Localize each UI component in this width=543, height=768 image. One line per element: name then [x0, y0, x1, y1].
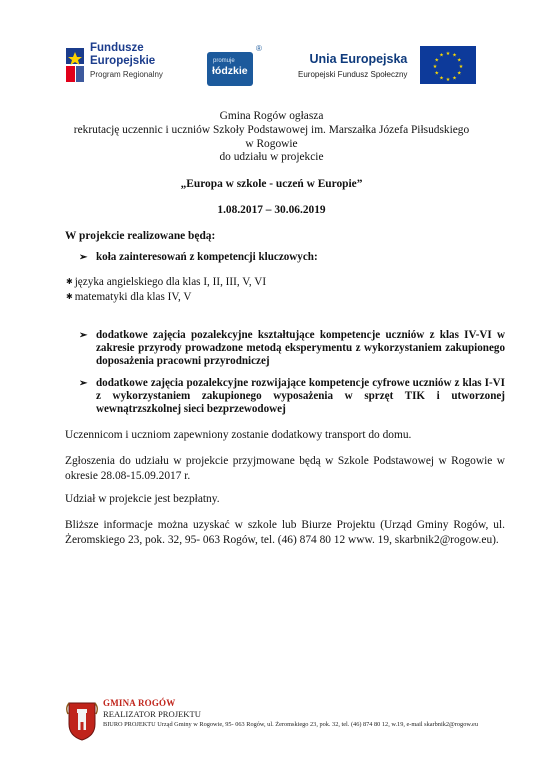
svg-text:★: ★	[457, 70, 462, 77]
lodz-big-text: łódzkie	[212, 65, 248, 77]
fe-star-icon	[64, 44, 86, 84]
svg-text:★: ★	[458, 64, 464, 70]
promuje-lodzkie-logo	[207, 52, 253, 86]
footer-gmina-name: GMINA ROGÓW	[103, 698, 176, 708]
ue-line2: Europejski Fundusz Społeczny	[298, 70, 408, 79]
sub-item-2	[66, 291, 191, 304]
fe-line3: Program Regionalny	[90, 70, 163, 79]
svg-text:★: ★	[432, 64, 438, 70]
header-line-1: Gmina Rogów ogłasza	[219, 110, 324, 122]
transport-paragraph: Uczennicom i uczniom zapewniony zostanie dodatkowy transport do domu.	[65, 429, 412, 441]
info-paragraph: Bliższe informacje można uzyskać w szkole lub Biurze Projektu (Urząd Gminy Rogów, ul. Żeromskiego 23, pok. 32, 95- 063 Rogów, tel. (46) 874 80 12 www. 19, skarbnik2@rogow.eu).	[65, 519, 505, 546]
svg-text:★: ★	[439, 52, 444, 59]
arrow-bullet-icon: ➢	[79, 330, 88, 341]
svg-text:★: ★	[439, 75, 444, 82]
list-item-1-text: koła zainteresowań z kompetencji kluczowych:	[96, 251, 318, 263]
svg-text:★: ★	[452, 75, 457, 82]
sub-item-2-text: matematyki dla klas IV, V	[74, 291, 192, 303]
registered-mark: ®	[256, 44, 262, 53]
sub-item-1-text: języka angielskiego dla klas I, II, III, V, VI	[74, 276, 267, 288]
free-paragraph: Udział w projekcie jest bezpłatny.	[65, 493, 220, 505]
svg-text:★: ★	[445, 77, 451, 83]
header-line-4: do udziału w projekcie	[219, 151, 324, 163]
lodz-small-text: promuje	[213, 58, 235, 64]
gmina-rogow-crest-icon	[65, 700, 99, 742]
eu-flag-icon	[420, 46, 476, 84]
svg-text:★: ★	[445, 51, 451, 57]
svg-text:★: ★	[434, 57, 439, 64]
svg-text:★: ★	[457, 57, 462, 64]
list-item-3	[79, 377, 505, 417]
list-item-3-text: dodatkowe zajęcia pozalekcyjne rozwijające kompetencje cyfrowe uczniów z klas I-VI z wykorzystaniem zakupionego wyposażenia w sprzęt TIK i utworzonej wewnątrzszkolnej sieci bezprzewodowej	[96, 377, 505, 416]
applications-paragraph: Zgłoszenia do udziału w projekcie przyjmowane będą w Szkole Podstawowej w Rogowie w okresie 28.08-15.09.2017 r.	[65, 455, 505, 482]
unia-europejska-text	[298, 52, 407, 79]
svg-text:★: ★	[452, 52, 457, 59]
list-item-2	[79, 329, 505, 369]
arrow-bullet-icon: ➢	[79, 378, 88, 389]
star-bullet-icon: ✱	[66, 277, 73, 286]
intro-heading: W projekcie realizowane będą:	[65, 230, 216, 242]
list-item-2-text: dodatkowe zajęcia pozalekcyjne kształtujące kompetencje uczniów z klas IV-VI w zakresie przyrody prowadzone metodą eksperymentu z wykorzystaniem zakupionego doposażenia pracowni przyrodniczej	[96, 329, 505, 368]
ue-line1: Unia Europejska	[309, 52, 408, 66]
header-line-2: rekrutację uczennic i uczniów Szkoły Podstawowej im. Marszałka Józefa Piłsudskiego	[73, 124, 470, 136]
sub-item-1	[66, 276, 266, 289]
footer-address: BIURO PROJEKTU Urząd Gminy w Rogowie, 95- 063 Rogów, ul. Żeromskiego 23, pok. 32, tel. (46) 874 80 12, w.19, e-mail skarbnik2@rogow.eu	[103, 721, 478, 728]
fe-line2: Europejskie	[90, 55, 156, 67]
footer-role: REALIZATOR PROJEKTU	[103, 709, 201, 719]
header-line-3: w Rogowie	[245, 138, 298, 150]
fundusze-europejskie-logo	[64, 42, 184, 88]
project-title: „Europa w szkole - uczeń w Europie”	[180, 178, 363, 190]
arrow-bullet-icon: ➢	[79, 252, 88, 263]
svg-text:★: ★	[434, 70, 439, 77]
list-item-1	[79, 251, 505, 264]
eu-stars-icon	[420, 46, 476, 84]
fe-line1: Fundusze	[90, 42, 144, 54]
star-bullet-icon: ✱	[66, 292, 73, 301]
project-dates: 1.08.2017 – 30.06.2019	[217, 204, 326, 216]
